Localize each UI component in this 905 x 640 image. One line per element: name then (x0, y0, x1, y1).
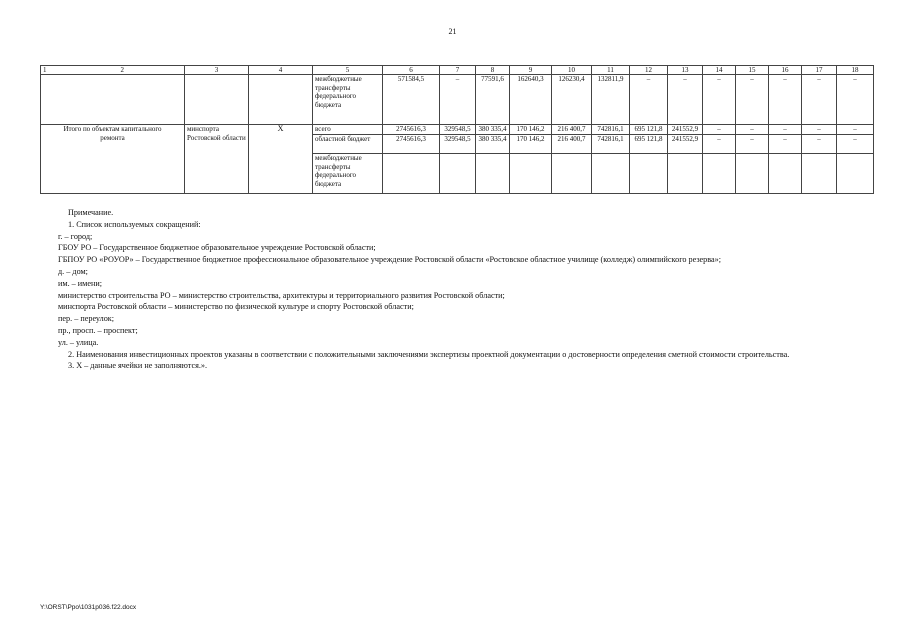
value-cell: – (802, 75, 837, 125)
header-cell: 16 (769, 66, 802, 75)
header-cell: 18 (837, 66, 874, 75)
funding-source-cell: всего (313, 125, 383, 135)
value-cell (703, 154, 736, 194)
empty-cell (185, 75, 249, 125)
abbreviation-line: им. – имени; (58, 278, 103, 288)
value-cell (630, 154, 668, 194)
value-cell: 170 146,2 (510, 125, 552, 135)
value-cell: – (630, 75, 668, 125)
header-cell: 10 (552, 66, 592, 75)
value-cell: – (837, 125, 874, 135)
value-cell: 170 146,2 (510, 135, 552, 154)
budget-table (40, 65, 874, 194)
value-cell: 126230,4 (552, 75, 592, 125)
value-cell (837, 154, 874, 194)
header-cell: 9 (510, 66, 552, 75)
file-path-footer: Y:\ORST\Ppo\1031p036.f22.docx (40, 604, 137, 611)
value-cell: – (703, 125, 736, 135)
value-cell: – (668, 75, 703, 125)
funding-source-cell: межбюджетные трансферты федерального бюджета (313, 75, 383, 125)
header-cell: 8 (476, 66, 510, 75)
value-cell: 329548,5 (440, 125, 476, 135)
mark-cell: X (249, 125, 313, 194)
value-cell: 77591,6 (476, 75, 510, 125)
abbreviation-line: пер. – переулок; (58, 314, 115, 324)
value-cell: – (736, 125, 769, 135)
value-cell (383, 154, 440, 194)
funding-source-cell: областной бюджет (313, 135, 383, 154)
value-cell: 380 335,4 (476, 125, 510, 135)
value-cell: 329548,5 (440, 135, 476, 154)
value-cell: 241552,9 (668, 135, 703, 154)
abbreviation-line: д. – дом; (58, 266, 88, 276)
value-cell: – (769, 135, 802, 154)
value-cell: – (837, 135, 874, 154)
value-cell: – (802, 125, 837, 135)
value-cell (668, 154, 703, 194)
page-number: 21 (448, 27, 457, 36)
value-cell: 571584,5 (383, 75, 440, 125)
header-cell: 4 (249, 66, 313, 75)
notes-item-1: 1. Список используемых сокращений: (68, 219, 201, 229)
value-cell: – (802, 135, 837, 154)
notes-item-2: 2. Наименования инвестиционных проектов указаны в соответствии с положительными заключениями экспертизы проектной документации о достоверности определения сметной стоимости строительства. (68, 349, 790, 359)
header-cell: 5 (313, 66, 383, 75)
value-cell: – (837, 75, 874, 125)
value-cell: 695 121,8 (630, 135, 668, 154)
value-cell: 162640,3 (510, 75, 552, 125)
abbreviation-line: г. – город; (58, 231, 93, 241)
value-cell: 241552,9 (668, 125, 703, 135)
header-cell: 11 (592, 66, 630, 75)
total-name-cell: Итого по объектам капитального ремонта (41, 125, 185, 194)
header-cell: 13 (668, 66, 703, 75)
value-cell: 216 400,7 (552, 135, 592, 154)
header-cell: 15 (736, 66, 769, 75)
value-cell (736, 154, 769, 194)
ministry-cell: минспорта Ростовской области (185, 125, 249, 194)
value-cell (510, 154, 552, 194)
table-row-total (41, 125, 874, 135)
table-header-row (41, 66, 874, 75)
empty-cell (41, 75, 185, 125)
value-cell (769, 154, 802, 194)
notes-section (58, 207, 862, 372)
header-cell: 7 (440, 66, 476, 75)
value-cell: – (769, 125, 802, 135)
abbreviation-line: пр., просп. – проспект; (58, 325, 138, 335)
value-cell (802, 154, 837, 194)
header-cell: 12 (630, 66, 668, 75)
table-row-transfers (41, 75, 874, 125)
value-cell: 380 335,4 (476, 135, 510, 154)
value-cell (592, 154, 630, 194)
value-cell: 695 121,8 (630, 125, 668, 135)
abbreviation-line: ул. – улица. (58, 337, 99, 347)
value-cell: 742816,1 (592, 135, 630, 154)
value-cell: – (769, 75, 802, 125)
value-cell: – (703, 135, 736, 154)
value-cell (552, 154, 592, 194)
notes-item-3: 3. X – данные ячейки не заполняются.». (68, 361, 208, 371)
abbreviation-line: минспорта Ростовской области – министерство по физической культуре и спорту Ростовской области; (58, 302, 414, 312)
header-cell: 14 (703, 66, 736, 75)
abbreviation-line: ГБПОУ РО «РОУОР» – Государственное бюджетное профессиональное образовательное учреждение Ростовской области «Ростовское областное училище (колледж) олимпийского резерва»; (58, 255, 722, 265)
value-cell: 216 400,7 (552, 125, 592, 135)
header-cell: 3 (185, 66, 249, 75)
value-cell: – (440, 75, 476, 125)
header-cell: 2 (61, 66, 185, 75)
value-cell: 132811,9 (592, 75, 630, 125)
value-cell: – (736, 135, 769, 154)
funding-source-cell: межбюджетные трансферты федерального бюджета (313, 154, 383, 194)
value-cell: – (736, 75, 769, 125)
header-cell: 17 (802, 66, 837, 75)
empty-cell (249, 75, 313, 125)
notes-title: Примечание. (68, 208, 114, 217)
abbreviation-line: ГБОУ РО – Государственное бюджетное образовательное учреждение Ростовской области; (58, 243, 376, 253)
value-cell (476, 154, 510, 194)
value-cell: 742816,1 (592, 125, 630, 135)
abbreviation-line: министерство строительства РО – министерство строительства, архитектуры и территориального развития Ростовской области; (58, 290, 505, 300)
value-cell: 2745616,3 (383, 125, 440, 135)
header-cell: 6 (383, 66, 440, 75)
value-cell: – (703, 75, 736, 125)
header-cell: 1 (41, 66, 61, 75)
value-cell (440, 154, 476, 194)
value-cell: 2745616,3 (383, 135, 440, 154)
